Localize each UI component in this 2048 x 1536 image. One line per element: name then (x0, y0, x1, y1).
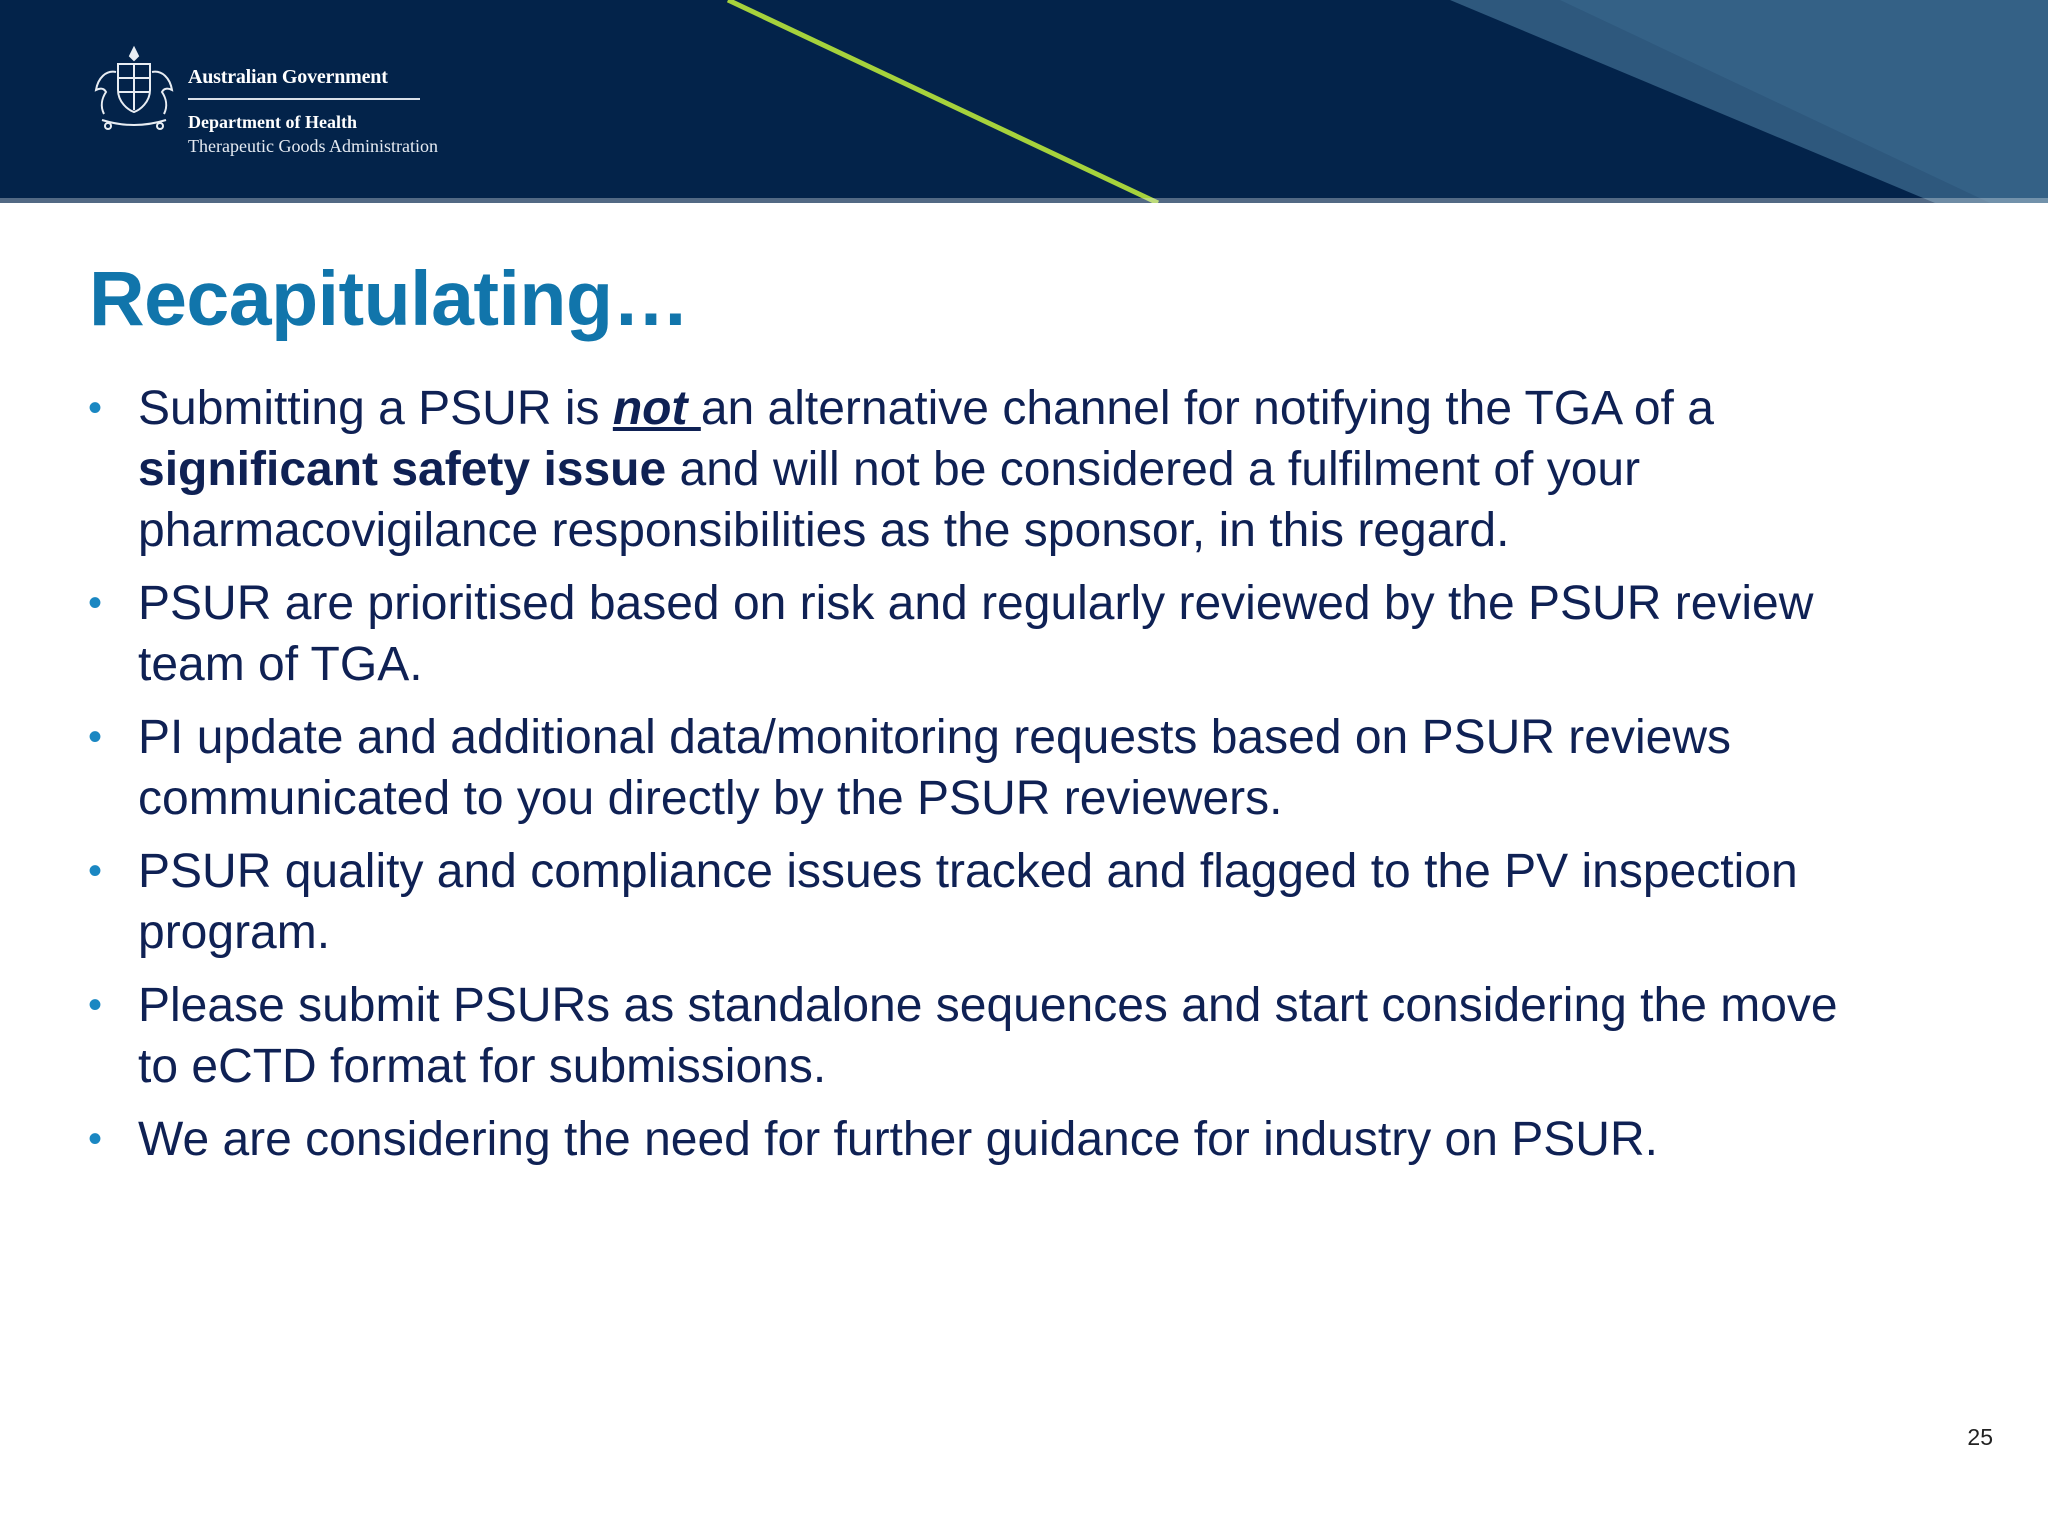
bullet-list (88, 378, 1988, 1182)
org-name-line1: Australian Government (188, 66, 388, 88)
bullet-line: program. (138, 906, 331, 959)
org-name-line3: Therapeutic Goods Administration (188, 136, 438, 156)
bullet-line: Please submit PSURs as standalone sequences and start considering the move (138, 979, 1838, 1032)
bullet-line: team of TGA. (138, 638, 423, 691)
bullet-item (88, 975, 1988, 1097)
bullet-text: and will not be considered a fulfilment of your (666, 443, 1641, 496)
bullet-dot: • (88, 386, 103, 430)
bullet-item (88, 841, 1988, 963)
coat-of-arms-icon (88, 42, 180, 134)
bullet-line: pharmacovigilance responsibilities as the sponsor, in this regard. (138, 504, 1510, 557)
bullet-line: PI update and additional data/monitoring requests based on PSUR reviews (138, 711, 1731, 764)
bullet-text: Submitting a PSUR is (138, 382, 613, 435)
org-name-line2: Department of Health (188, 112, 357, 132)
bullet-dot: • (88, 715, 103, 759)
bullet-line (138, 439, 1988, 500)
bullet-text: an alternative channel for notifying the TGA of a (700, 382, 1714, 435)
slide-title: Recapitulating… (89, 256, 690, 342)
gov-text (188, 64, 508, 158)
emphasis-not: not (612, 382, 701, 435)
header-banner (0, 0, 2048, 203)
bullet-line (138, 378, 1988, 439)
page-number: 25 (1967, 1424, 1993, 1450)
bullet-dot: • (88, 1117, 103, 1161)
bullet-line: PSUR are prioritised based on risk and regularly reviewed by the PSUR review (138, 577, 1814, 630)
bullet-item (88, 378, 1988, 561)
bullet-dot: • (88, 581, 103, 625)
bullet-line: communicated to you directly by the PSUR reviewers. (138, 772, 1283, 825)
bullet-line: to eCTD format for submissions. (138, 1040, 827, 1093)
bullet-line: PSUR quality and compliance issues tracked and flagged to the PV inspection (138, 845, 1798, 898)
bullet-dot: • (88, 983, 103, 1027)
gov-logo (88, 42, 438, 167)
bullet-item (88, 573, 1988, 695)
bullet-item (88, 1109, 1988, 1170)
org-divider (188, 98, 420, 100)
bullet-item (88, 707, 1988, 829)
emphasis-strong: significant safety issue (138, 443, 667, 496)
bullet-dot: • (88, 849, 103, 893)
bullet-line: We are considering the need for further guidance for industry on PSUR. (138, 1113, 1658, 1166)
